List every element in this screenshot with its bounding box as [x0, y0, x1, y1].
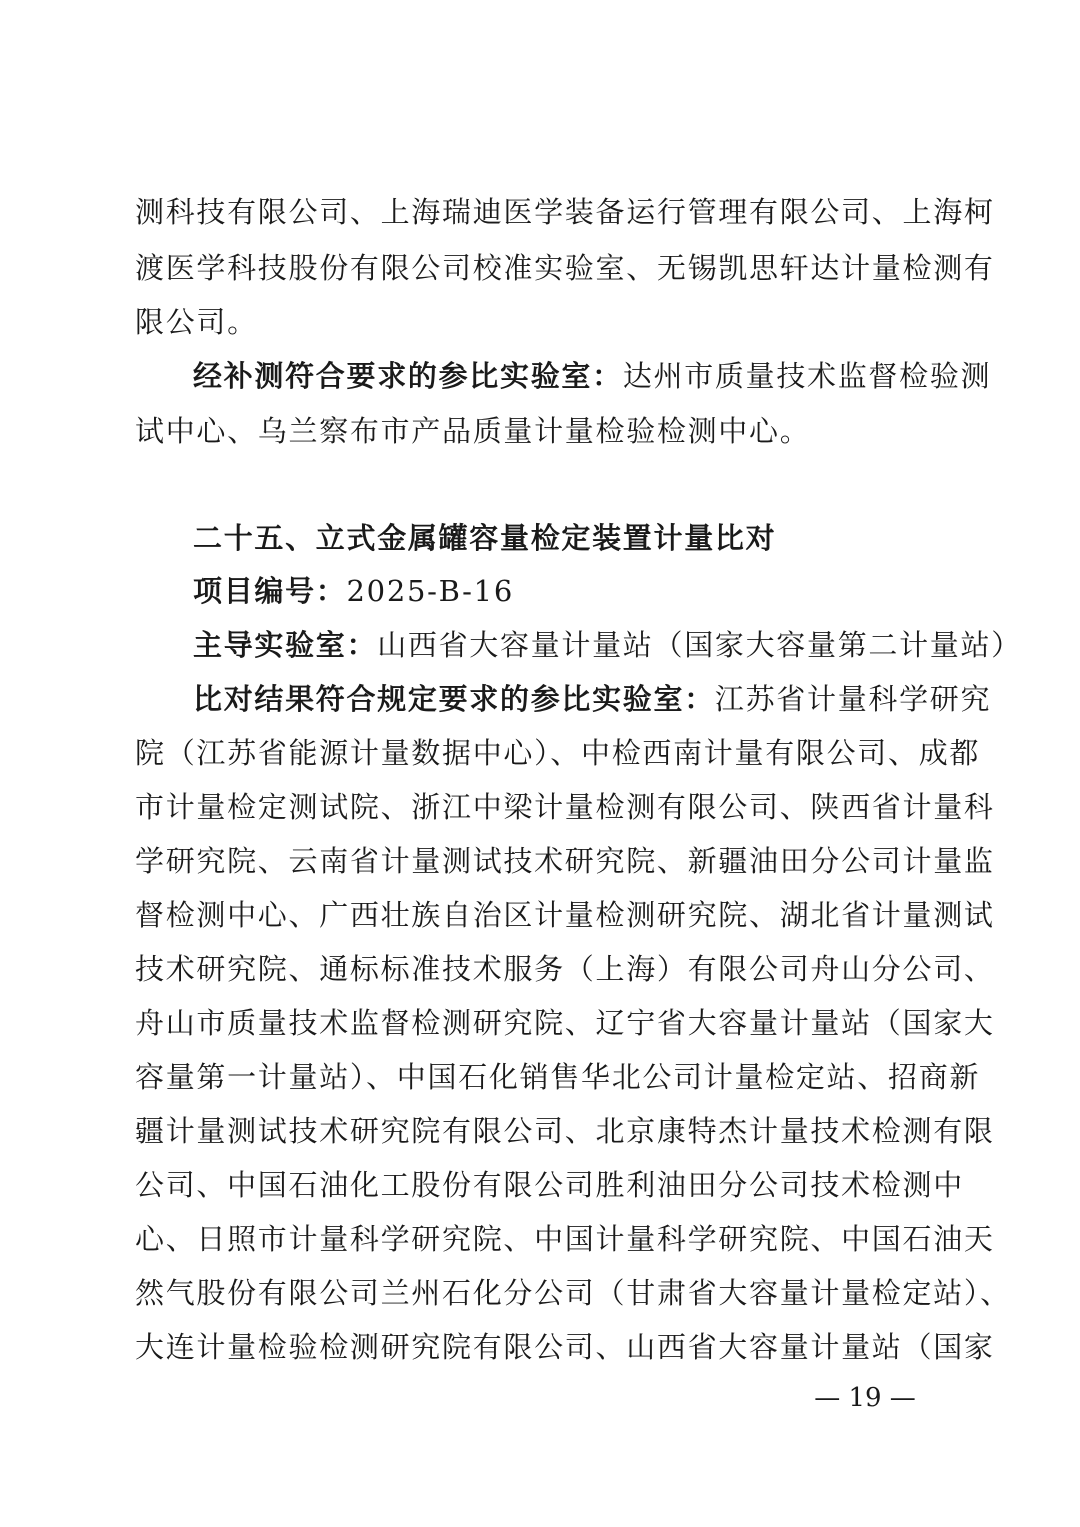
results-line: 疆计量测试技术研究院有限公司、北京康特杰计量技术检测有限 — [135, 1114, 995, 1148]
results-first-value: 江苏省计量科学研究 — [714, 682, 992, 716]
project-number-label: 项目编号： — [193, 574, 347, 608]
results-line: 心、日照市计量科学研究院、中国计量科学研究院、中国石油天 — [135, 1222, 995, 1256]
lead-lab-label: 主导实验室： — [193, 628, 378, 662]
project-number-value: 2025-B-16 — [346, 574, 514, 608]
results-line: 然气股份有限公司兰州石化分公司（甘肃省大容量计量检定站）、 — [135, 1276, 1011, 1310]
paragraph-line: 测科技有限公司、上海瑞迪医学装备运行管理有限公司、上海柯 — [135, 195, 995, 229]
paragraph-line: 限公司。 — [135, 305, 258, 339]
results-label: 比对结果符合规定要求的参比实验室： — [193, 682, 715, 716]
retest-value: 达州市质量技术监督检验测 — [622, 359, 992, 393]
project-number-line — [193, 569, 945, 613]
results-line: 大连计量检验检测研究院有限公司、山西省大容量计量站（国家 — [135, 1330, 995, 1364]
results-line: 舟山市质量技术监督检测研究院、辽宁省大容量计量站（国家大 — [135, 1006, 995, 1040]
results-line: 容量第一计量站）、中国石化销售华北公司计量检定站、招商新 — [135, 1060, 981, 1094]
results-line: 院（江苏省能源计量数据中心）、中检西南计量有限公司、成都 — [135, 736, 981, 770]
results-line: 技术研究院、通标标准技术服务（上海）有限公司舟山分公司、 — [135, 952, 995, 986]
results-line: 督检测中心、广西壮族自治区计量检测研究院、湖北省计量测试 — [135, 898, 995, 932]
retest-label: 经补测符合要求的参比实验室： — [193, 359, 623, 393]
section-heading: 二十五、立式金属罐容量检定装置计量比对 — [193, 521, 777, 555]
paragraph-line: 试中心、乌兰察布市产品质量计量检验检测中心。 — [135, 414, 811, 448]
retest-paragraph — [193, 354, 992, 398]
page-number: — 19 — — [814, 1383, 916, 1413]
lead-lab-value: 山西省大容量计量站（国家大容量第二计量站） — [377, 628, 1022, 662]
results-line: 公司、中国石油化工股份有限公司胜利油田分公司技术检测中 — [135, 1168, 964, 1202]
lead-lab-line — [193, 623, 1022, 667]
results-first-line — [193, 677, 992, 721]
results-line: 学研究院、云南省计量测试技术研究院、新疆油田分公司计量监 — [135, 844, 995, 878]
results-line: 市计量检定测试院、浙江中梁计量检测有限公司、陕西省计量科 — [135, 790, 995, 824]
paragraph-line: 渡医学科技股份有限公司校准实验室、无锡凯思轩达计量检测有 — [135, 251, 995, 285]
